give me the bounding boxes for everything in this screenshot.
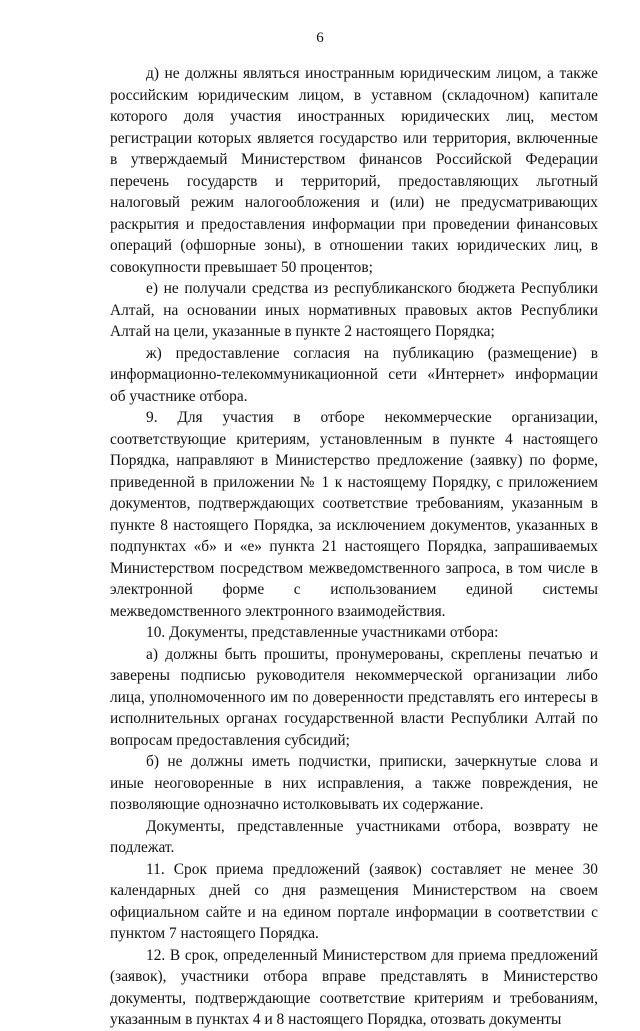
paragraph-item-11: 11. Срок приема предложений (заявок) составляет не менее 30 календарных дней со дня размещения Министерством на своем официальном сайте и на едином портале информации в соответствии с пунктом 7 настоящего Порядка.: [110, 860, 598, 942]
paragraph-item-10: 10. Документы, представленные участниками отбора:: [146, 624, 499, 641]
paragraph-item-12: 12. В срок, определенный Министерством для приема предложений (заявок), участники отбора вправе представлять в Министерство документы, подтверждающие соответствие критериям и требованиям, указанным в пунктах 4 и 8 настоящего Порядка, отозвать документы: [110, 946, 598, 1028]
paragraph-subitem-zh: ж) предоставление согласия на публикацию (размещение) в информационно-телекоммуникационной сети «Интернет» информации об участнике отбора.: [110, 344, 598, 405]
paragraph-subitem-a: а) должны быть прошиты, пронумерованы, скреплены печатью и заверены подписью руководителя некоммерческой организации либо лица, уполномоченного им по доверенности представлять его интересы в исполнительных органах государственной власти Республики Алтай по вопросам предоставления субсидий;: [110, 645, 598, 749]
paragraph-subitem-e: е) не получали средства из республиканского бюджета Республики Алтай, на основании иных нормативных правовых актов Республики Алтай на цели, указанные в пункте 2 настоящего Порядка;: [110, 280, 598, 340]
page-number: 6: [316, 30, 324, 46]
paragraph-subitem-d: д) не должны являться иностранным юридическим лицом, а также российским юридическим лицом, в уставном (складочном) капитале которого доля участия иностранных юридических лиц, местом регистрации которых является государство или территория, включенные в утверждаемый Министерством финансов Российской Федерации перечень государств и территорий, предоставляющих льготный налоговый режим налогообложения и (или) не предусматривающих раскрытия и предоставления информации при проведении финансовых операций (офшорные зоны), в отношении таких юридических лиц, в совокупности превышает 50 процентов;: [110, 65, 598, 276]
paragraph-subitem-b: б) не должны иметь подчистки, приписки, зачеркнутые слова и иные неоговоренные в них исправления, а также повреждения, не позволяющие однозначно истолковывать их содержание.: [110, 753, 598, 813]
paragraph-documents-not-returned: Документы, представленные участниками отбора, возврату не подлежат.: [110, 817, 598, 856]
paragraph-item-9: 9. Для участия в отборе некоммерческие организации, соответствующие критериям, установленным в пункте 4 настоящего Порядка, направляют в Министерство предложение (заявку) по форме, приведенной в приложении № 1 к настоящему Порядку, с приложением документов, подтверждающих соответствие требованиям, указанным в пункте 8 настоящего Порядка, за исключением документов, указанных в подпунктах «б» и «е» пункта 21 настоящего Порядка, запрашиваемых Министерством посредством межведомственного запроса, в том числе в электронной форме с использованием единой системы межведомственного электронного взаимодействия.: [110, 409, 598, 620]
document-body: [110, 63, 598, 1031]
